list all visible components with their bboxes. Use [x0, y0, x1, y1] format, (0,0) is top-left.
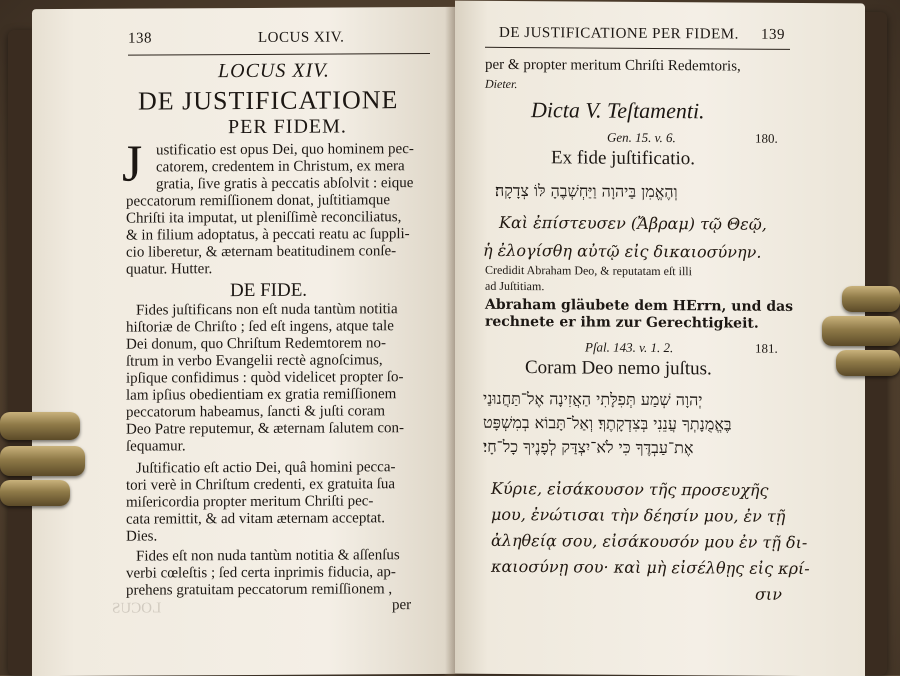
- de-fide-heading: DE FIDE.: [230, 279, 308, 302]
- fide-line: peccatorum habeamus, ſancti & juſti coram: [126, 403, 386, 421]
- left-head-rule: [128, 53, 430, 56]
- psalm-reference: Pſal. 143. v. 1. 2.: [585, 339, 674, 356]
- fide-line: ſequamur.: [126, 438, 186, 455]
- intro-line: catorem, credentem in Christum, ex mera: [156, 158, 405, 176]
- right-page-number: 139: [761, 26, 785, 43]
- hebrew2-line: יְהוָה שְׁמַע תְּפִלָּתִי הַאֲזִינָה אֶל־תַּחֲנוּנַי: [483, 388, 703, 410]
- fide-line: ſtrum in verbo Evangelii rectè agnoſcimus,: [126, 352, 383, 370]
- catchword: per: [392, 597, 412, 614]
- fide-line: ipſique confidimus : quòd videlicet propter ſo-: [126, 369, 404, 387]
- intro-line: cio liberetur, & æternam beatitudinem conſe-: [126, 243, 397, 261]
- intro-line: quatur. Hutter.: [126, 261, 213, 278]
- chapter-subtitle: PER FIDEM.: [228, 115, 347, 139]
- fide-line: lam ipſius obedientiam ex gratia remiſſionem: [126, 386, 397, 404]
- german-line: Abraham gläubete dem HErrn, und das: [485, 296, 794, 315]
- actio-line: miſericordia propter meritum Chriſti pec-: [126, 493, 374, 511]
- ex-fide-heading: Ex fide juſtificatio.: [551, 147, 696, 170]
- actio-line: Dies.: [126, 528, 158, 545]
- right-running-head: DE JUSTIFICATIONE PER FIDEM.: [499, 24, 739, 43]
- nuda-line: verbi cœleſtis ; ſed certa inprimis fiducia, ap-: [126, 564, 396, 582]
- carryover-line: per & propter meritum Chriſti Redemtoris,: [485, 56, 741, 75]
- actio-line: cata remittit, & ad vitam æternam acceptat.: [126, 510, 386, 528]
- left-page-number: 138: [128, 30, 152, 47]
- coram-deo-heading: Coram Deo nemo juſtus.: [525, 357, 712, 380]
- nuda-line: Fides eſt non nuda tantùm notitia & aſſenſus: [136, 547, 400, 565]
- carryover-author: Dieter.: [485, 76, 518, 92]
- actio-line: tori verè in Chriſtum credenti, ex gratuita ſua: [126, 476, 396, 494]
- fide-line: hiſtoriæ de Chriſto ; ſed eſt ingens, atque tale: [126, 318, 394, 336]
- left-clasp-bottom: [0, 480, 70, 506]
- greek-handwriting-1: Καὶ ἐπίστευσεν (Ἄβραμ) τῷ Θεῷ,: [499, 212, 767, 234]
- greekhand-line: Κύριε, εἰσάκουσον τῆς προσευχῆς: [491, 478, 769, 500]
- greekhand-line: ἀληθείᾳ σου, εἰσάκουσόν μου ἐν τῇ δι-: [491, 530, 808, 553]
- greekhand-line: μου, ἐνώτισαι τὴν δέησίν μου, ἐν τῇ: [491, 504, 786, 526]
- latin1-line: ad Juſtitiam.: [485, 278, 545, 294]
- greekhand-line: σιν: [755, 584, 782, 604]
- right-head-rule: [485, 47, 790, 50]
- intro-line: peccatorum remiſſionem donat, juſtitiamque: [126, 192, 391, 210]
- hebrew2-line: אֶת־עַבְדֶּךָ כִּי לֹא־יִצְדַּק לְפָנֶיךָ כָל־חָי׃: [483, 436, 694, 458]
- intro-line: gratia, ſive gratis à peccatis abſolvit : eique: [156, 175, 414, 193]
- hebrew-genesis: וְהֶאֱמִן בַּיהוָה וַיַּחְשְׁבֶהָ לּוֹ צְדָקָה׃: [495, 180, 678, 202]
- drop-cap: J: [122, 135, 143, 193]
- left-clasp-top: [0, 412, 80, 440]
- fide-line: Deo Patre reputemur, & æternam ſalutem con-: [126, 420, 405, 438]
- right-clasp-top: [842, 286, 900, 312]
- greek-handwriting-2: ἡ ἐλογίσθη αὐτῷ εἰς δικαιοσύνην.: [483, 240, 762, 262]
- chapter-title: DE JUSTIFICATIONE: [138, 85, 399, 116]
- left-running-head: LOCUS XIV.: [258, 29, 345, 46]
- bleed-through-text: LOCUS: [112, 600, 162, 617]
- intro-line: ustificatio est opus Dei, quo hominem pec-: [156, 141, 414, 159]
- hebrew2-line: בֶּאֱמֻנָתְךָ עֲנֵנִי בְּצִדְקָתֶךָ׃ וְאַל־תָּבוֹא בְמִשְׁפָּט: [483, 412, 732, 434]
- genesis-reference: Gen. 15. v. 6.: [607, 129, 676, 146]
- locus-title: LOCUS XIV.: [218, 59, 330, 83]
- psalm-number: 181.: [755, 340, 778, 356]
- latin1-line: Credidit Abraham Deo, & reputatam eſt illi: [485, 262, 692, 279]
- right-page: [455, 1, 865, 676]
- left-page: [32, 7, 455, 676]
- right-clasp-bottom: [836, 350, 900, 376]
- genesis-number: 180.: [755, 130, 778, 146]
- intro-line: Chriſti ita imputat, ut pleniſſimè reconciliatus,: [126, 209, 402, 227]
- fide-line: Dei donum, quo Chriſtum Redemtorem no-: [126, 335, 386, 353]
- right-clasp-middle: [822, 316, 900, 346]
- nuda-line: prehens gratuitam peccatorum remiſſionem ,: [126, 581, 393, 599]
- actio-line: Juſtificatio eſt actio Dei, quâ homini pecca-: [136, 459, 396, 477]
- left-clasp-middle: [0, 446, 85, 476]
- fide-line: Fides juſtificans non eſt nuda tantùm notitia: [136, 301, 398, 319]
- dicta-heading: Dicta V. Teſtamenti.: [531, 97, 705, 124]
- german-line: rechnete er ihm zur Gerechtigkeit.: [485, 313, 759, 332]
- greekhand-line: καιοσύνῃ σου· καὶ μὴ εἰσέλθῃς εἰς κρί-: [491, 556, 810, 579]
- intro-line: & in filium adoptatus, à peccati reatu ac ſuppli-: [126, 226, 410, 244]
